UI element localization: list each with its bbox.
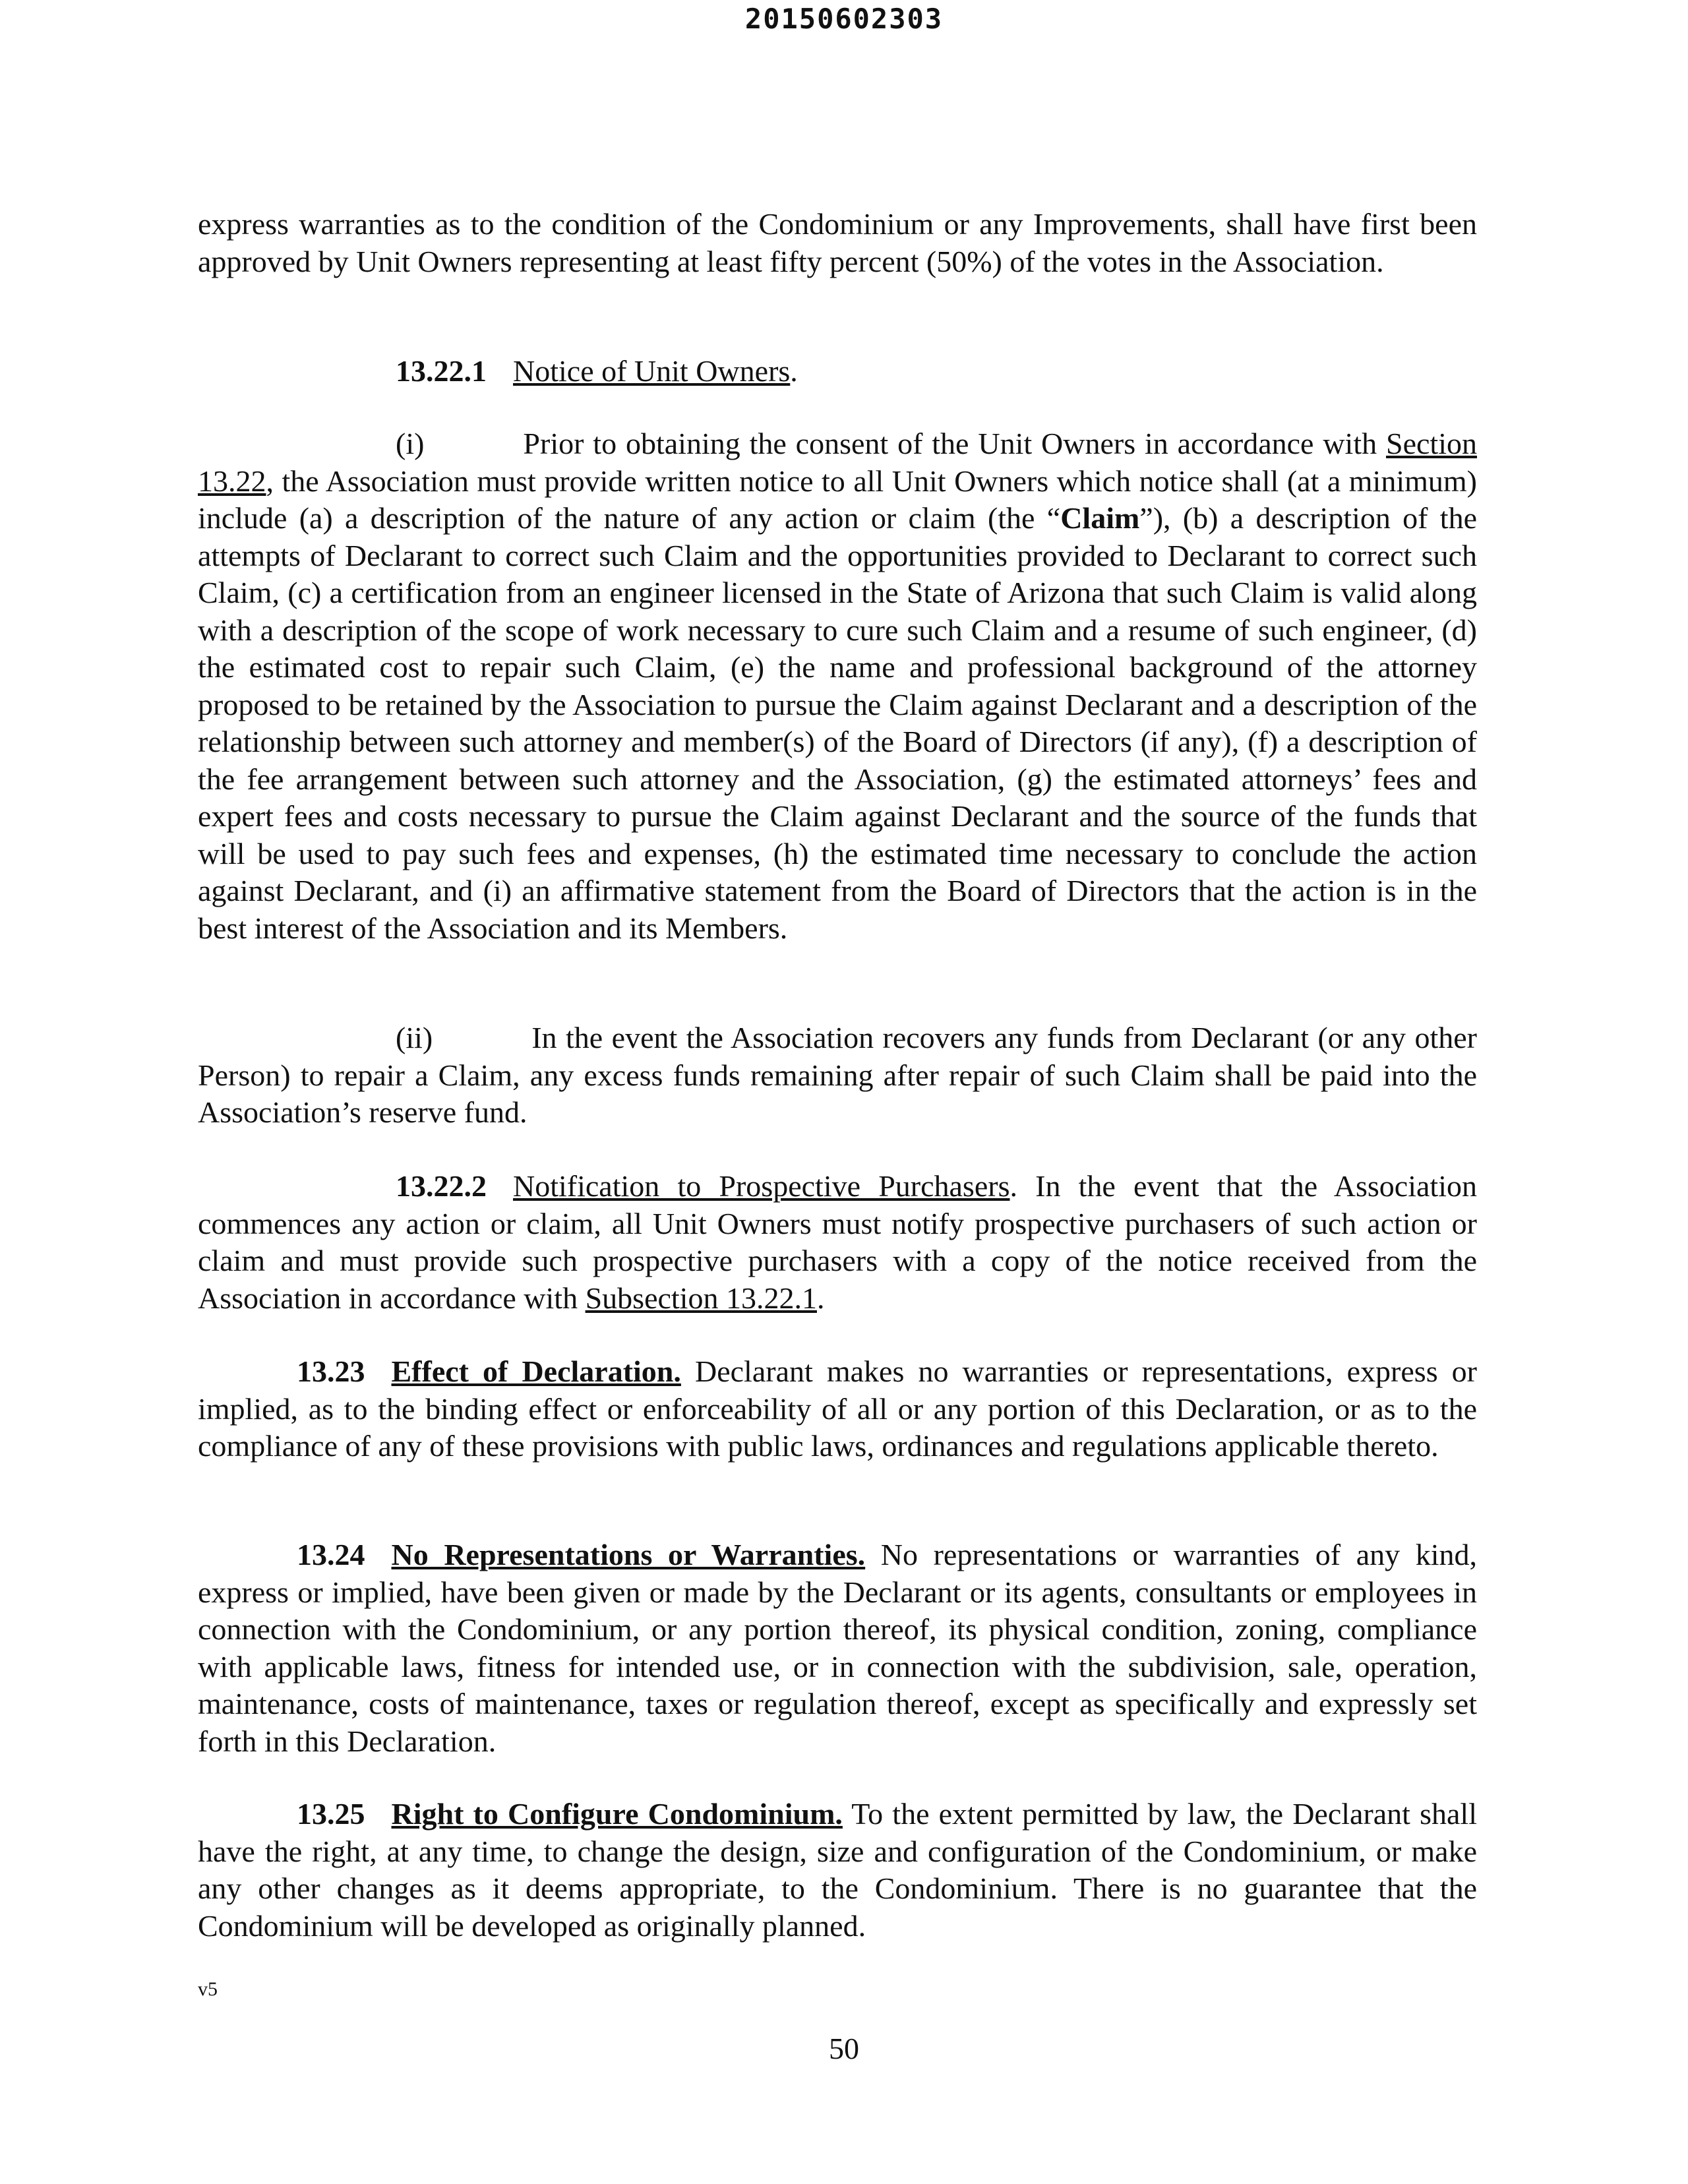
section-title: Right to Configure Condominium. [391, 1797, 843, 1831]
section-number: 13.22.1 [396, 354, 487, 388]
recording-number: 20150602303 [744, 3, 944, 35]
paragraph-item-ii: (ii) In the event the Association recovers any funds from Declarant (or any other Person) to repair a Claim, any excess funds remaining after repair of such Claim shall be paid into the Association’s reserve fund. [198, 1021, 1477, 1129]
paragraph-item-i: (i) Prior to obtaining the consent of the Unit Owners in accordance with Section 13.22, the Association must provide written notice to all Unit Owners which notice shall (at a minimum) include (a) a description of the nature of any action or claim (the “Claim”), (b) a description of the attempts of Declarant to correct such Claim and the opportunities provided to Declarant to correct such Claim, (c) a certification from an engineer licensed in the State of Arizona that such Claim is valid along with a description of the scope of work necessary to cure such Claim and a resume of such engineer, (d) the estimated cost to repair such Claim, (e) the name and professional background of the attorney proposed to be retained by the Association to pursue the Claim against Declarant and a description of the relationship between such attorney and member(s) of the Board of Directors (if any), (f) a description of the fee arrangement between such attorney and the Association, (g) the estimated attorneys’ fees and expert fees and costs necessary to pursue the Claim against Declarant and the source of the funds that will be used to pay such fees and expenses, (h) the estimated time necessary to conclude the action against Declarant, and (i) an affirmative statement from the Board of Directors that the action is in the best interest of the Association and its Members. [198, 427, 1478, 945]
section-13-24: 13.24 No Representations or Warranties. No representations or warranties of any kind, express or implied, have been given or made by the Declarant or its agents, consultants or employees in connection with the Condominium, or any portion thereof, its physical condition, zoning, compliance with applicable laws, fitness for intended use, or in connection with the subdivision, sale, operation, maintenance, costs of maintenance, taxes or regulation thereof, except as specifically and expressly set forth in this Declaration. [198, 1538, 1478, 1758]
heading-13-22-1: 13.22.1 Notice of Unit Owners. [396, 354, 798, 388]
section-13-25: 13.25 Right to Configure Condominium. To the extent permitted by law, the Declarant shall have the right, at any time, to change the design, size and configuration of the Condominium, or make any other changes as it deems appropriate, to the Condominium. There is no guarantee that the Condominium will be developed as originally planned. [198, 1797, 1477, 1943]
section-number: 13.25 [297, 1797, 365, 1831]
section-title: Notification to Prospective Purchasers [513, 1169, 1010, 1203]
section-title: No Representations or Warranties. [391, 1538, 866, 1571]
version-label: v5 [198, 1978, 218, 2000]
section-number: 13.24 [297, 1538, 365, 1571]
item-label: (ii) [396, 1021, 433, 1054]
intro-paragraph: express warranties as to the condition of the Condominium or any Improvements, shall have first been approved by Unit Owners representing at least fifty percent (50%) of the votes in the Association. [198, 207, 1477, 278]
section-reference: Subsection 13.22.1 [585, 1281, 817, 1315]
section-title: Effect of Declaration. [391, 1354, 681, 1388]
section-title: Notice of Unit Owners [513, 354, 791, 388]
item-label: (i) [396, 427, 425, 460]
section-number: 13.22.2 [396, 1169, 487, 1203]
page-number: 50 [829, 2032, 859, 2065]
section-reference: Section 13.22 [198, 427, 1477, 498]
section-13-23: 13.23 Effect of Declaration. Declarant makes no warranties or representations, express or implied, as to the binding effect or enforceability of all or any portion of this Declaration, or as to the compliance of any of these provisions with public laws, ordinances and regulations applicable thereto. [198, 1354, 1477, 1463]
defined-term: Claim [1060, 501, 1140, 535]
section-13-22-2: 13.22.2 Notification to Prospective Purchasers. In the event that the Association commences any action or claim, all Unit Owners must notify prospective purchasers of such action or claim and must provide such prospective purchasers with a copy of the notice received from the Association in accordance with Subsection 13.22.1. [198, 1169, 1477, 1315]
section-number: 13.23 [297, 1354, 365, 1388]
